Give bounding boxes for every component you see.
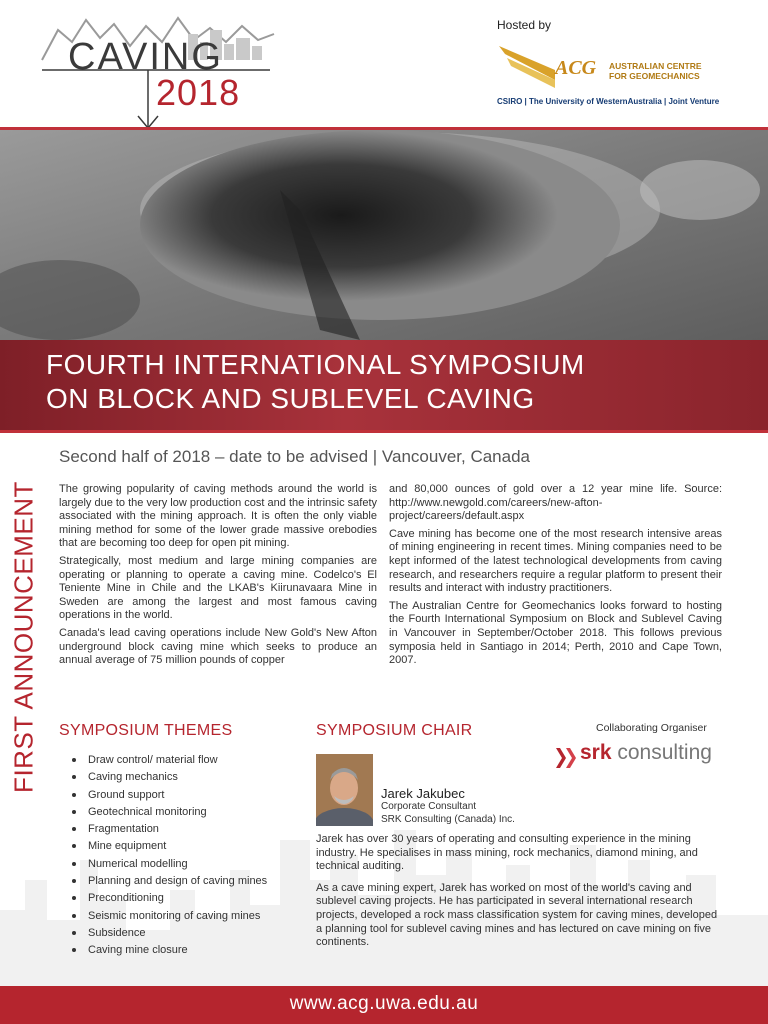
list-item: Preconditioning xyxy=(70,890,267,907)
paragraph: and 80,000 ounces of gold over a 12 year mine life. Source: http://www.newgold.com/careers/new-afton-project/careers/default.aspx xyxy=(389,483,722,523)
chair-name: Jarek Jakubec xyxy=(381,786,465,801)
srk-chevron-icon xyxy=(546,744,578,770)
event-dateline: Second half of 2018 – date to be advised | Vancouver, Canada xyxy=(59,447,531,466)
themes-list xyxy=(70,752,267,960)
list-item: Seismic monitoring of caving mines xyxy=(70,908,267,925)
list-item: Numerical modelling xyxy=(70,856,267,873)
footer-bar xyxy=(0,986,768,1024)
list-item: Geotechnical monitoring xyxy=(70,804,267,821)
logo-word: CAVING xyxy=(68,36,223,78)
intro-column-1 xyxy=(59,483,377,672)
paragraph: Jarek has over 30 years of operating and consulting experience in the mining industry. He specialises in mass mining, rock mechanics, diamond mining, and technical auditing. xyxy=(316,833,698,873)
title-line-1: FOURTH INTERNATIONAL SYMPOSIUM xyxy=(46,349,585,380)
list-item: Fragmentation xyxy=(70,821,267,838)
srk-consulting-logo xyxy=(546,738,726,772)
paragraph: Cave mining has become one of the most research intensive areas of mining engineering in recent times. Mining companies need to be kept informed of the latest technological developments from caving research, and researchers require a regular platform to present their results and interact with industry practitioners. xyxy=(389,527,722,595)
intro-column-2 xyxy=(389,483,722,672)
logo-year: 2018 xyxy=(156,72,241,113)
list-item: Subsidence xyxy=(70,925,267,942)
chair-role: Corporate Consultant SRK Consulting (Canada) Inc. xyxy=(381,801,515,825)
first-announcement-label: FIRST ANNOUNCEMENT xyxy=(8,481,39,793)
srk-logo-bold: srk xyxy=(580,741,612,764)
list-item: Caving mechanics xyxy=(70,769,267,786)
collaborating-organiser-label: Collaborating Organiser xyxy=(596,722,707,734)
list-item: Mine equipment xyxy=(70,838,267,855)
acg-logo-text: ACG xyxy=(555,57,597,79)
chair-portrait xyxy=(316,754,373,826)
srk-logo-rest: consulting xyxy=(611,741,712,764)
acg-full-name: AUSTRALIAN CENTRE FOR GEOMECHANICS xyxy=(609,61,702,81)
themes-heading: SYMPOSIUM THEMES xyxy=(59,722,233,739)
chair-heading: SYMPOSIUM CHAIR xyxy=(316,722,473,739)
list-item: Caving mine closure xyxy=(70,942,267,959)
paragraph: The Australian Centre for Geomechanics looks forward to hosting the Fourth International Symposium on Block and Sublevel Caving in Vancouver in September/October 2018. This follows previous symposia held in Santiago in 2014; Perth, 2010 and Cape Town, 2007. xyxy=(389,599,722,667)
acg-partners: CSIRO | The University of WesternAustralia | Joint Venture xyxy=(497,97,720,106)
list-item: Draw control/ material flow xyxy=(70,752,267,769)
paragraph: Strategically, most medium and large mining companies are operating or planning to operate a caving mine. Codelco's El Teniente Mine in Chile and the LKAB's Kiirunavaara Mine in Sweden are among the largest and most famous caving operations in the world. xyxy=(59,554,377,622)
acg-logo xyxy=(497,40,727,110)
acg-swoosh-icon xyxy=(497,40,557,90)
caving-2018-logo xyxy=(38,12,278,134)
list-item: Ground support xyxy=(70,787,267,804)
title-banner xyxy=(0,340,768,433)
paragraph: The growing popularity of caving methods around the world is largely due to the very low production cost and the intrinsic safety associated with the mining approach. It is often the only viable mining method for some of the lower grade massive orebodies that are becoming too deep for open pit mining. xyxy=(59,483,377,550)
mine-pit-photo xyxy=(0,130,768,340)
list-item: Planning and design of caving mines xyxy=(70,873,267,890)
title-line-2: ON BLOCK AND SUBLEVEL CAVING xyxy=(46,383,535,414)
paragraph: Canada's lead caving operations include New Gold's New Afton underground block caving mine which seeks to produce an annual average of 75 million pounds of copper xyxy=(59,626,377,667)
hosted-by-label: Hosted by xyxy=(497,18,552,32)
chair-bio xyxy=(316,833,722,954)
paragraph: As a cave mining expert, Jarek has worked on most of the world's caving and sublevel caving projects. He has participated in several international research projects, developed a rock mass classification system for caving mines, developed a planning tool for sublevel caving mines and has lectured on cave mining on five continents. xyxy=(316,881,718,949)
website-link[interactable]: www.acg.uwa.edu.au xyxy=(289,993,479,1014)
